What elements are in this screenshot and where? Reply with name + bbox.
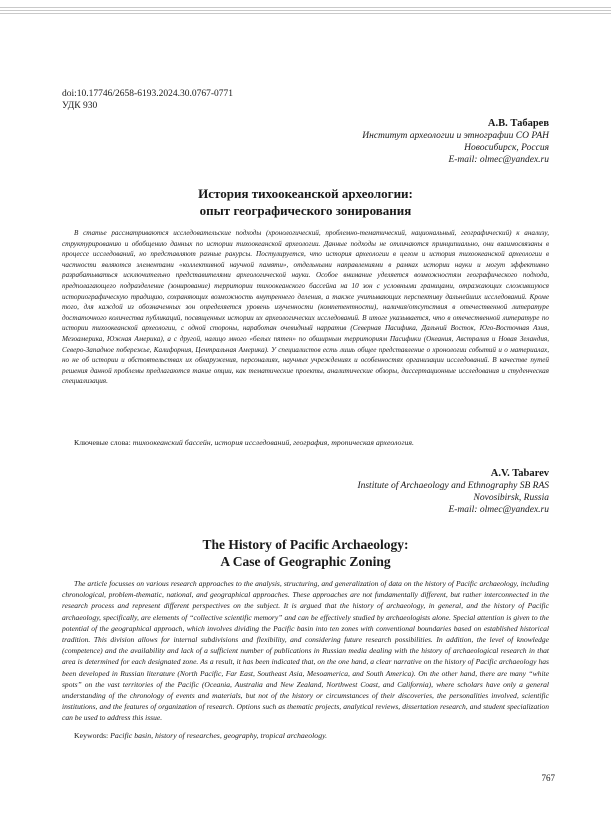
ru-email[interactable]: E-mail: olmec@yandex.ru — [448, 155, 549, 165]
ru-abstract: В статье рассматриваются исследовательские подходы (хронологический, проблемно-тематический, национальный, географический) к анализу, структурированию и обобщению данных по истории тихоокеанской археологии. Данные подходы не отличаются принципиально, они взаимосвязаны в процессе исследований, но представляют разные ракурсы. Постулируется, что история археологии в целом и история тихоокеанской археологии в частности являются элементами «коллективной научной памяти», отдельными направлениями в рамках истории науки и могут эффективно разрабатываться исключительно представителями археологической науки. Особое внимание уделяется возможностям географического подхода, предполагающего подразделение (зонирование) территории тихоокеанского бассейна на 10 зон с условными границами, отражающих сложившуюся историографическую традицию, сохраняющих возможность внутреннего деления, а также учитывающих перспективу дальнейших исследований. Кроме того, для каждой из обозначенных зон определяется уровень изученности (компетентности), наличия/отсутствия в отечественной литературе достаточного количества публикаций, посвященных истории их археологических исследований. В итоге указывается, что в отечественной литературе по истории тихоокеанской археологии, с одной стороны, наработан очевидный нарратив (Северная Пасифика, Дальний Восток, Юго-Восточная Азия, Мезоамерика, Южная Америка), а с другой, налицо много «белых пятен» по обширным территориям Пасифики (Океания, Австралия и Новая Зеландия, Северо-Западное побережье, Калифорния, Центральная Америка). У специалистов есть лишь общее представление о хронологии событий и о материалах, но не об истории и обстоятельствах их обнаружения, персоналиях, научных учреждениях и особенностях организации исследований. В качестве путей решения данной проблемы предлагаются такие опции, как тематические проекты, аналитические обзоры, диссертационные исследования и студенческая специализация. — [62, 229, 549, 386]
ru-keywords — [74, 438, 414, 448]
en-location: Novosibirsk, Russia — [473, 493, 549, 503]
en-affiliation: Institute of Archaeology and Ethnography SB RAS — [357, 481, 549, 491]
page-number: 767 — [541, 773, 555, 783]
ru-title-line-1: История тихоокеанской археологии: — [198, 186, 413, 201]
en-title-line-2: A Case of Geographic Zoning — [220, 554, 391, 569]
en-keywords-text: Pacific basin, history of researches, geography, tropical archaeology. — [110, 731, 328, 740]
en-abstract: The article focusses on various research approaches to the analysis, structuring, and generalization of data on the history of Pacific archaeology, including chronological, problem-thematic, national, and geographical approaches. These approaches are not fundamentally different, but rather interconnected in the research process and represent different perspectives on the subject. It is argued that the history of archaeology, in general, and the history of Pacific archaeology, specifically, are elements of “collective scientific memory” and can be effectively studied by archaeologists alone. Special attention is given to the potential of the geographical approach, which involves dividing the Pacific basin into ten zones with conventional boundaries based on established historical tradition. This division allows for internal subdivisions and flexibility, and considering future research possibilities. In addition, the level of knowledge (competence) and the availability and lack of a sufficient number of publications in Russian media dealing with the history of archaeological research in that area is determined for each designated zone. As a result, it has been indicated that, on the one hand, a clear narrative on the history of Pacific archaeology has been developed in Russian literature (North Pacific, Far East, Southeast Asia, Mesoamerica, and South America). On the other hand, there are many “white spots” on the vast territories of the Pacific (Oceania, Australia and New Zealand, Northwest Coast, and California), where scholars have only a general understanding of the chronology of events and materials, but not of the history or circumstances of their discoveries, the personalities involved, scientific institutions, and the features of organization of research. Options such as thematic projects, analytical reviews, dissertation research, and student specialization can be used to address this issue. — [62, 579, 549, 723]
header-rule-3 — [0, 13, 611, 14]
en-email[interactable]: E-mail: olmec@yandex.ru — [448, 505, 549, 515]
ru-location: Новосибирск, Россия — [464, 143, 549, 153]
ru-author-block — [362, 117, 549, 166]
doi[interactable]: doi:10.17746/2658-6193.2024.30.0767-0771 — [62, 89, 233, 99]
en-keywords-label: Keywords: — [74, 731, 109, 740]
ru-keywords-label: Ключевые слова: — [74, 438, 131, 447]
ru-title-line-2: опыт географического зонирования — [199, 203, 412, 218]
header-rule-1 — [0, 7, 611, 8]
article-meta — [62, 89, 233, 112]
udc-code: УДК 930 — [62, 100, 98, 111]
header-rule-2 — [0, 10, 611, 11]
ru-affiliation: Институт археологии и этнографии СО РАН — [362, 131, 549, 141]
ru-author-name: А.В. Табарев — [487, 118, 549, 129]
en-title-line-1: The History of Pacific Archaeology: — [202, 537, 409, 552]
ru-keywords-text: тихоокеанский бассейн, история исследований, география, тропическая археология. — [132, 438, 414, 447]
en-author-block — [357, 467, 549, 516]
en-author-name: A.V. Tabarev — [490, 468, 549, 479]
en-keywords — [74, 731, 327, 741]
en-article-title — [0, 536, 611, 570]
ru-article-title — [0, 185, 611, 219]
